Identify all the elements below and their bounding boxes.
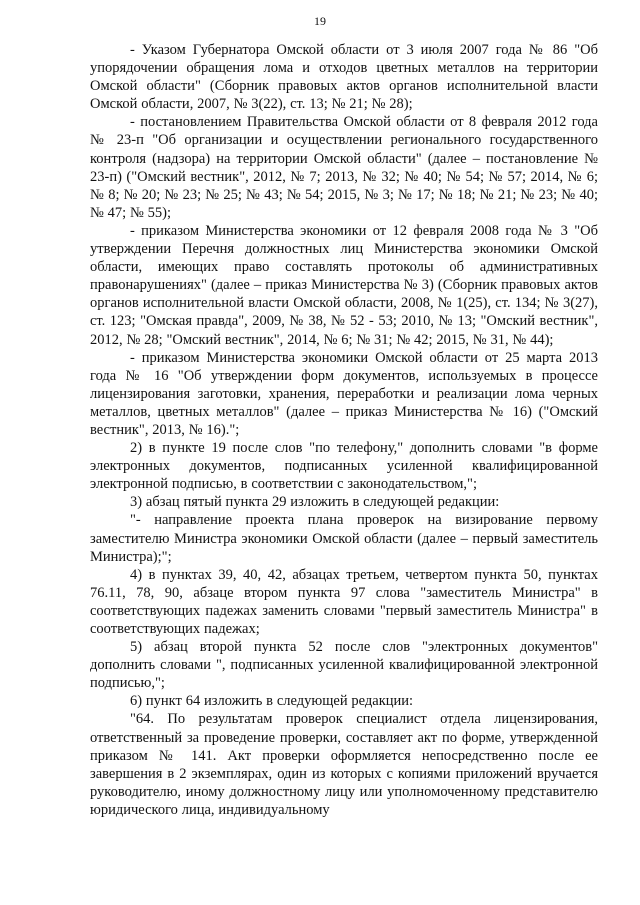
page-number: 19 <box>314 14 326 28</box>
paragraph-government-resolution: - постановлением Правительства Омской области от 8 февраля 2012 года № 23-п "Об организации и осуществлении регионального государственного контроля (надзора) на территории Омской области" (далее – постановление № 23-п) ("Омский вестник", 2012, № 7; 2013, № 32; № 40; № 54; № 57; 2014, № 6; № 8; № 20; № 23; № 25; № 43; № 54; 2015, № 3; № 17; № 18; № 21; № 23; № 40; № 47; № 55); <box>90 114 598 221</box>
paragraph-item-5: 5) абзац второй пункта 52 после слов "электронных документов" дополнить словами ", подписанных усиленной квалифицированной электронной подписью,"; <box>90 639 598 692</box>
paragraph-item-6-text: "64. По результатам проверок специалист отдела лицензирования, ответственный за проведение проверки, составляет акт по форме, утвержденной приказом № 141. Акт проверки оформляется непосредственно после ее завершения в 2 экземплярах, один из которых с копиями приложений вручается руководителю, иному должностному лицу или уполномоченному представителю юридического лица, индивидуальному <box>90 711 598 818</box>
paragraph-ministry-order-3: - приказом Министерства экономики от 12 февраля 2008 года № 3 "Об утверждении Перечня должностных лиц Министерства экономики Омской области, имеющих право составлять протоколы об административных правонарушениях" (далее – приказ Министерства № 3) (Сборник правовых актов органов исполнительной власти Омской области, 2008, № 1(25), ст. 134; № 3(27), ст. 123; "Омская правда", 2009, № 38, № 52 - 53; 2010, № 13; "Омский вестник", 2012, № 28; "Омский вестник", 2014, № 6; № 31; № 42; 2015, № 31, № 44); <box>90 222 598 348</box>
paragraph-item-4: 4) в пунктах 39, 40, 42, абзацах третьем, четвертом пункта 50, пунктах 76.11, 78, 90, абзаце втором пункта 97 слова "заместитель Министра" в соответствующих падежах заменить словами "первый заместитель Министра" в соответствующих падежах; <box>90 566 598 637</box>
paragraph-ministry-order-16: - приказом Министерства экономики Омской области от 25 марта 2013 года № 16 "Об утверждении форм документов, используемых в процессе лицензирования заготовки, хранения, переработки и реализации лома черных металлов, цветных металлов" (далее – приказ Министерства № 16) ("Омский вестник", 2013, № 16)."; <box>90 349 598 438</box>
document-body <box>90 41 598 819</box>
paragraph-decree-governor: - Указом Губернатора Омской области от 3 июля 2007 года № 86 "Об упорядочении обращения лома и отходов цветных металлов на территории Омской области" (Сборник правовых актов органов исполнительной власти Омской области, 2007, № 3(22), ст. 13; № 21; № 28); <box>90 42 598 113</box>
paragraph-item-3-text: "- направление проекта плана проверок на визирование первому заместителю Министра экономики Омской области (далее – первый заместитель Министра);"; <box>90 512 598 565</box>
paragraph-item-6: 6) пункт 64 изложить в следующей редакции: <box>130 693 414 710</box>
paragraph-item-3: 3) абзац пятый пункта 29 изложить в следующей редакции: <box>130 494 500 511</box>
paragraph-item-2: 2) в пункте 19 после слов "по телефону," дополнить словами "в форме электронных документов, подписанных усиленной квалифицированной электронной подписью, в соответствии с законодательством,"; <box>90 440 598 493</box>
